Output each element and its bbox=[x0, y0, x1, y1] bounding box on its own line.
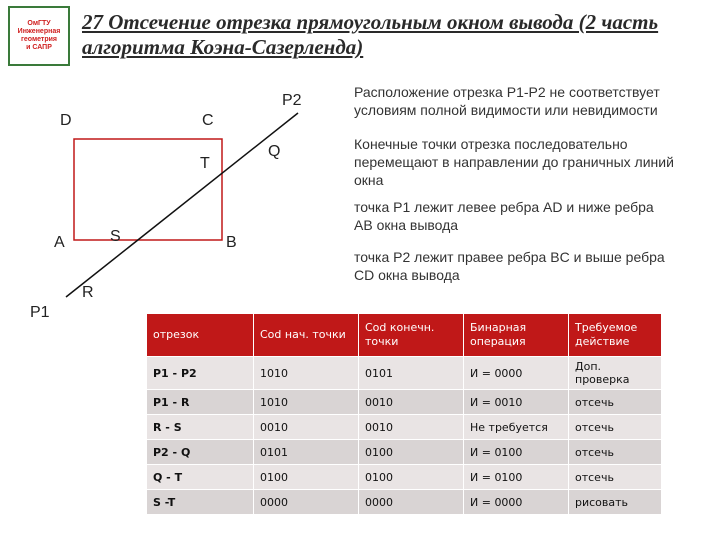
table-cell: 0000 bbox=[359, 490, 464, 515]
table-cell: отсечь bbox=[569, 390, 662, 415]
label-a: A bbox=[54, 234, 65, 251]
table-cell: 0000 bbox=[254, 490, 359, 515]
table-cell: 0101 bbox=[359, 357, 464, 390]
table-cell: Доп. проверка bbox=[569, 357, 662, 390]
table-cell: 1010 bbox=[254, 357, 359, 390]
table-cell: 0010 bbox=[359, 415, 464, 440]
header-cell: Требуемое действие bbox=[569, 314, 662, 357]
label-t: T bbox=[200, 155, 210, 172]
paragraph-p1-position: точка P1 лежит левее ребра AD и ниже ребра AB окна вывода bbox=[354, 199, 654, 233]
label-c: C bbox=[202, 112, 214, 129]
paragraph-visibility: Расположение отрезка P1-P2 не соответствует условиям полной видимости или невидимости bbox=[354, 84, 660, 118]
table-row bbox=[147, 465, 662, 490]
header-cell: Бинарная операция bbox=[464, 314, 569, 357]
label-b: B bbox=[226, 234, 237, 251]
logo-line: Инженерная bbox=[17, 28, 61, 35]
logo-line: и САПР bbox=[26, 44, 52, 51]
label-s: S bbox=[110, 228, 121, 245]
header-cell: отрезок bbox=[147, 314, 254, 357]
paragraph-move-endpoints: Конечные точки отрезка последовательно перемещают в направлении до граничных линий окна bbox=[354, 136, 674, 188]
table-cell: 0101 bbox=[254, 440, 359, 465]
table-cell: рисовать bbox=[569, 490, 662, 515]
label-p1: P1 bbox=[30, 304, 50, 321]
header-cell: Cod конечн. точки bbox=[359, 314, 464, 357]
table-cell: Не требуется bbox=[464, 415, 569, 440]
table-cell: отсечь bbox=[569, 465, 662, 490]
paragraph-p2-position: точка P2 лежит правее ребра BC и выше ребра CD окна вывода bbox=[354, 249, 665, 283]
table-cell: И = 0000 bbox=[464, 490, 569, 515]
table-row bbox=[147, 440, 662, 465]
label-q: Q bbox=[268, 143, 281, 160]
table-row bbox=[147, 490, 662, 515]
table-cell: 1010 bbox=[254, 390, 359, 415]
table-header-row bbox=[147, 314, 662, 357]
header-cell: Cod нач. точки bbox=[254, 314, 359, 357]
label-r: R bbox=[82, 284, 94, 301]
logo-line: геометрия bbox=[20, 36, 58, 43]
table-cell: И = 0010 bbox=[464, 390, 569, 415]
table-cell: отсечь bbox=[569, 440, 662, 465]
codes-table bbox=[146, 313, 662, 515]
segment-p1-p2 bbox=[66, 113, 298, 297]
table-cell: P1 - R bbox=[147, 390, 254, 415]
table-row bbox=[147, 415, 662, 440]
label-d: D bbox=[60, 112, 72, 129]
table-cell: 0100 bbox=[254, 465, 359, 490]
table-cell: И = 0000 bbox=[464, 357, 569, 390]
table-cell: 0100 bbox=[359, 440, 464, 465]
table-cell: P2 - Q bbox=[147, 440, 254, 465]
table-cell: R - S bbox=[147, 415, 254, 440]
table-cell: И = 0100 bbox=[464, 440, 569, 465]
table-cell: 0010 bbox=[254, 415, 359, 440]
table-row bbox=[147, 390, 662, 415]
table-row bbox=[147, 357, 662, 390]
table-cell: 0100 bbox=[359, 465, 464, 490]
table-cell: И = 0100 bbox=[464, 465, 569, 490]
table-cell: P1 - P2 bbox=[147, 357, 254, 390]
logo-line: ОмГТУ bbox=[27, 20, 51, 27]
slide-title: 27 Отсечение отрезка прямоугольным окном вывода (2 часть алгоритма Коэна-Сазерленда) bbox=[82, 10, 659, 59]
table-cell: Q - T bbox=[147, 465, 254, 490]
table-cell: отсечь bbox=[569, 415, 662, 440]
table-cell: S -T bbox=[147, 490, 254, 515]
label-p2: P2 bbox=[282, 92, 302, 109]
table-cell: 0010 bbox=[359, 390, 464, 415]
